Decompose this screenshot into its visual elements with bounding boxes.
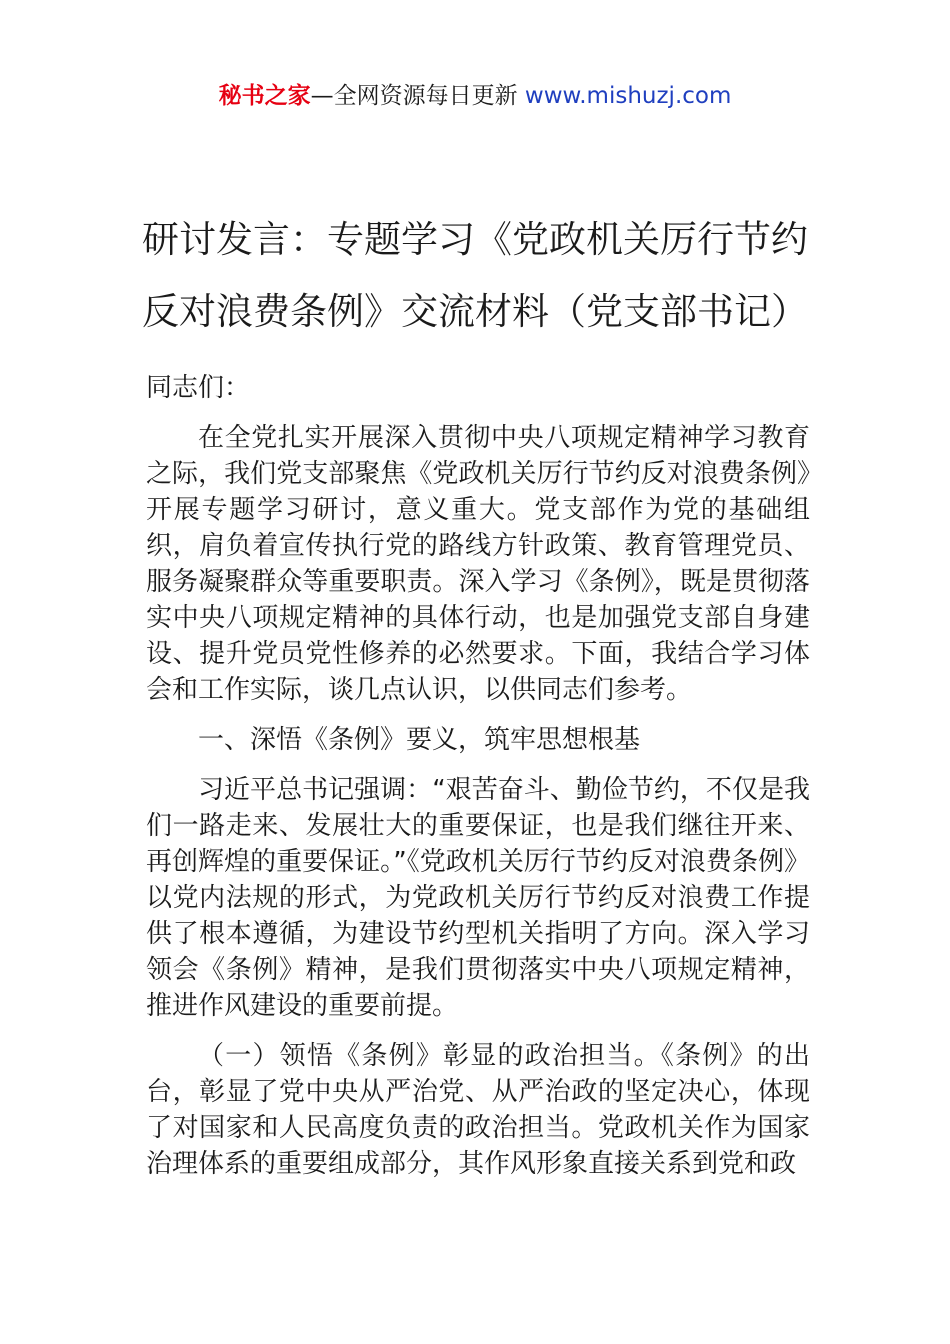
document-title bbox=[120, 204, 830, 348]
title-line-1: 研讨发言：专题学习《党政机关厉行节约 bbox=[142, 218, 808, 261]
paragraph-subsection-1: （一）领悟《条例》彰显的政治担当。《条例》的出台，彰显了党中央从严治党、从严治政的坚定决心，体现了对国家和人民高度负责的政治担当。党政机关作为国家治理体系的重要组成部分，其作风形象直接关系到党和政 bbox=[146, 1041, 810, 1179]
section-heading-1: 一、深悟《条例》要义，筑牢思想根基 bbox=[198, 725, 641, 755]
site-header bbox=[0, 80, 950, 112]
brand-name: 秘书之家 bbox=[218, 83, 311, 109]
salutation: 同志们： bbox=[146, 373, 251, 403]
paragraph-quote: 习近平总书记强调：“艰苦奋斗、勤俭节约，不仅是我们一路走来、发展壮大的重要保证，也是我们继往开来、再创辉煌的重要保证。”《党政机关厉行节约反对浪费条例》以党内法规的形式，为党政机关厉行节约反对浪费工作提供了根本遵循，为建设节约型机关指明了方向。深入学习领会《条例》精神，是我们贯彻落实中央八项规定精神，推进作风建设的重要前提。 bbox=[146, 775, 810, 1021]
site-link[interactable]: www.mishuzj.com bbox=[524, 83, 732, 109]
title-line-2: 反对浪费条例》交流材料（党支部书记） bbox=[142, 290, 808, 333]
header-tagline: —全网资源每日更新 bbox=[310, 83, 525, 109]
paragraph-intro: 在全党扎实开展深入贯彻中央八项规定精神学习教育之际，我们党支部聚焦《党政机关厉行节约反对浪费条例》开展专题学习研讨，意义重大。党支部作为党的基础组织，肩负着宣传执行党的路线方针政策、教育管理党员、服务凝聚群众等重要职责。深入学习《条例》，既是贯彻落实中央八项规定精神的具体行动，也是加强党支部自身建设、提升党员党性修养的必然要求。下面，我结合学习体会和工作实际，谈几点认识，以供同志们参考。 bbox=[146, 423, 810, 705]
document-body bbox=[146, 370, 810, 1196]
